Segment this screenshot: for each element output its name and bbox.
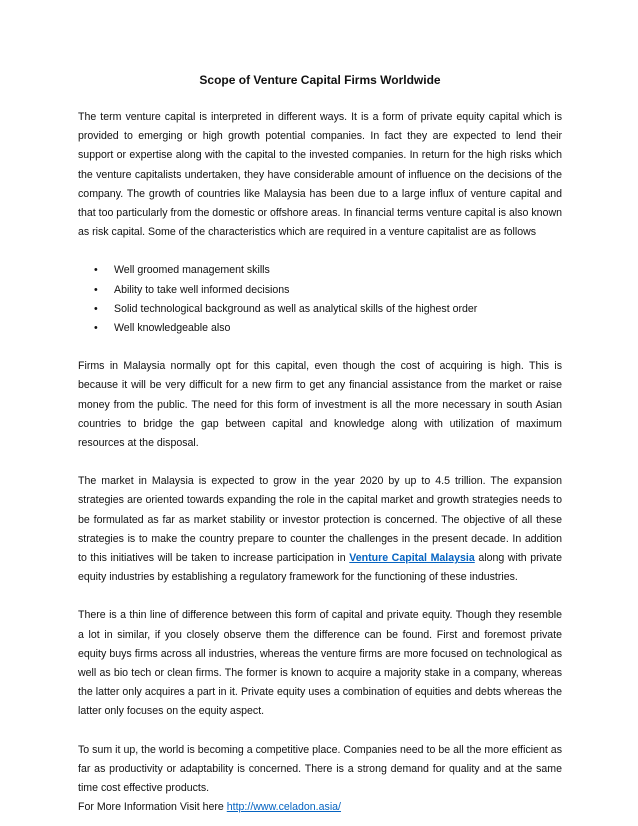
list-item-text: Well groomed management skills bbox=[114, 264, 270, 277]
list-item bbox=[78, 281, 562, 300]
paragraph-malaysia-firms: Firms in Malaysia normally opt for this capital, even though the cost of acquiring is high. This is because it will be very difficult for a new firm to get any financial assistance from the market or raise money from the public. The need for this form of investment is all the more necessary in south Asian countries to bridge the gap between capital and knowledge along with utilization of maximum resources at the disposal. bbox=[78, 360, 562, 450]
paragraph-text: along with private equity industries by establishing a regulatory framework for the functioning of these industries. bbox=[78, 552, 563, 584]
paragraph-text: The market in Malaysia is expected to grow in the year 2020 by up to 4.5 trillion. The expansion strategies are oriented towards expanding the role in the capital market and growth strategies needs to be formulated as far as market stability or investor protection is concerned. The objective of all these strategies is to make the country prepare to counter the challenges in the present decade. In addition to this initiatives will be taken to increase participation in bbox=[78, 475, 562, 565]
more-info-label: For More Information Visit here bbox=[78, 801, 227, 814]
bullet-icon: • bbox=[94, 264, 98, 277]
bullet-icon: • bbox=[94, 322, 98, 335]
page-title: Scope of Venture Capital Firms Worldwide bbox=[199, 73, 441, 87]
venture-capital-malaysia-link[interactable]: Venture Capital Malaysia bbox=[349, 552, 475, 565]
paragraph-market-growth bbox=[78, 472, 562, 587]
list-item-text: Solid technological background as well as analytical skills of the highest order bbox=[114, 302, 478, 315]
paragraph-intro: The term venture capital is interpreted in different ways. It is a form of private equity capital which is provided to emerging or high growth potential companies. In fact they are expected to lend their support or expertise along with the capital to the invested companies. In return for the high risks which the venture capitalists undertaken, they have considerable amount of influence on the decisions of the company. The growth of countries like Malaysia has been due to a large influx of venture capital and that too particularly from the domestic or offshore areas. In financial terms venture capital is also known as risk capital. Some of the characteristics which are required in a venture capitalist are as follows bbox=[78, 111, 562, 239]
celadon-url-link[interactable]: http://www.celadon.asia/ bbox=[226, 801, 342, 814]
bullet-icon: • bbox=[94, 283, 98, 296]
list-item bbox=[78, 319, 562, 338]
list-item bbox=[78, 300, 562, 319]
list-item-text: Well knowledgeable also bbox=[114, 322, 231, 335]
characteristics-list bbox=[78, 261, 562, 338]
list-item bbox=[78, 261, 562, 280]
more-info-line bbox=[78, 798, 562, 817]
bullet-icon: • bbox=[94, 302, 98, 315]
closing-section bbox=[78, 741, 562, 818]
document-body bbox=[78, 72, 562, 818]
list-item-text: Ability to take well informed decisions bbox=[114, 283, 290, 296]
paragraph-difference: There is a thin line of difference between this form of capital and private equity. Though they resemble a lot in similar, if you closely observe them the difference can be found. First and foremost private equity buys firms across all industries, whereas the venture firms are more focused on technological as well as bio tech or clean firms. The former is known to acquire a majority stake in a company, whereas the latter only acquires a part in it. Private equity uses a combination of equities and debts whereas the latter only focuses on the equity aspect. bbox=[78, 609, 562, 718]
paragraph-summary: To sum it up, the world is becoming a competitive place. Companies need to be all the more efficient as far as productivity or adaptability is concerned. There is a strong demand for quality and at the same time cost effective products. bbox=[78, 743, 562, 795]
